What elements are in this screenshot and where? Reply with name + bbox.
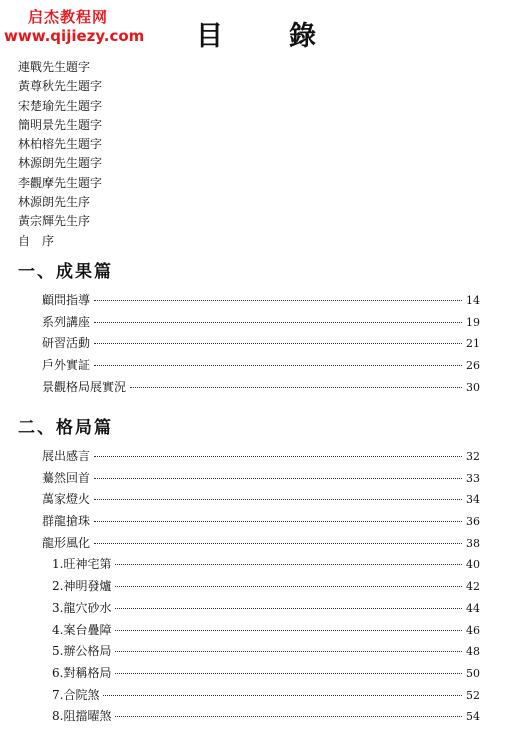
toc-sub-entry [42, 554, 480, 576]
front-matter-item: 自 序 [18, 233, 55, 248]
toc-entry [42, 355, 480, 377]
toc-entry [42, 377, 480, 399]
toc-entry-page: 21 [466, 337, 480, 351]
toc-entry-label: 戶外實証 [42, 358, 91, 373]
toc-entry-page: 33 [466, 471, 480, 485]
front-matter-item: 黃宗輝先生序 [18, 214, 91, 229]
dot-leader [94, 478, 462, 479]
toc-entry-page: 34 [466, 493, 480, 507]
dot-leader [103, 695, 462, 696]
front-matter-item: 林柏榕先生題字 [18, 137, 103, 152]
toc-entry-label: 群龍搶珠 [42, 514, 91, 529]
toc-entry-page: 36 [466, 515, 480, 529]
dot-leader [94, 343, 462, 344]
toc-entry-label: 萬家燈火 [42, 492, 91, 507]
toc-entry-page: 40 [466, 558, 480, 572]
toc-entry-page: 54 [466, 710, 480, 724]
page-title [196, 14, 316, 53]
toc-entry-label: 景觀格局展實況 [42, 379, 127, 394]
front-matter-item: 簡明景先生題字 [18, 117, 103, 132]
toc-entry-label: 展出感言 [42, 449, 91, 463]
toc-sub-entry [42, 706, 480, 728]
toc-entry-label: 4.案台疊障 [52, 622, 112, 637]
toc-entry [42, 312, 480, 334]
toc-entry-label: 6.對稱格局 [52, 665, 112, 680]
toc-entry-label: 系列講座 [42, 314, 91, 329]
dot-leader [94, 499, 462, 500]
front-matter-item: 林源朗先生題字 [18, 156, 103, 171]
toc-entry [42, 333, 480, 355]
toc-entry [42, 446, 480, 468]
dot-leader [115, 608, 462, 609]
toc-entry-label: 8.阻擋曜煞 [52, 709, 112, 724]
toc-entry-label: 2.神明發爐 [52, 579, 112, 594]
toc-entry-label: 研習活動 [42, 336, 91, 351]
toc-entry-page: 32 [466, 450, 480, 463]
toc-sub-entry [42, 598, 480, 620]
section-heading-results: 一、成果篇 [18, 262, 113, 282]
front-matter-item: 宋楚瑜先生題字 [18, 98, 103, 113]
page-title-char-1: 目 [196, 21, 223, 52]
dot-leader [115, 651, 462, 652]
toc-entry [42, 489, 480, 511]
toc-entry [42, 533, 480, 555]
front-matter-list [18, 58, 102, 251]
toc-entry-label: 3.龍穴砂水 [52, 600, 112, 615]
dot-leader [115, 673, 462, 674]
dot-leader [130, 387, 462, 388]
section-results-entries [42, 290, 480, 398]
section-layout-entries [42, 446, 480, 728]
toc-sub-entry [42, 620, 480, 642]
toc-entry [42, 511, 480, 533]
dot-leader [115, 630, 462, 631]
section-heading-layout: 二、格局篇 [18, 418, 113, 438]
front-matter-item: 林源朗先生序 [18, 195, 91, 210]
toc-entry-page: 26 [466, 359, 480, 373]
toc-sub-entry [42, 641, 480, 663]
dot-leader [94, 456, 462, 457]
dot-leader [94, 365, 462, 366]
toc-entry-page: 30 [466, 380, 480, 394]
toc-entry-page: 50 [466, 666, 480, 680]
dot-leader [94, 521, 462, 522]
toc-entry-page: 19 [466, 315, 480, 329]
toc-sub-entry [42, 576, 480, 598]
toc-entry-page: 52 [466, 688, 480, 702]
toc-entry-label: 1.旺神宅第 [52, 557, 112, 572]
front-matter-item: 黃尊秋先生題字 [18, 79, 103, 94]
dot-leader [94, 300, 462, 301]
toc-entry-label: 5.辦公格局 [52, 644, 112, 659]
toc-entry-label: 7.合院煞 [52, 687, 100, 702]
toc-entry-page: 14 [466, 294, 480, 307]
toc-entry [42, 290, 480, 312]
toc-entry-label: 驀然回首 [42, 470, 91, 485]
dot-leader [115, 586, 462, 587]
toc-entry [42, 468, 480, 490]
toc-sub-entry [42, 685, 480, 707]
dot-leader [94, 543, 462, 544]
dot-leader [115, 564, 462, 565]
toc-entry-page: 46 [466, 623, 480, 637]
front-matter-item: 李觀摩先生題字 [18, 175, 103, 190]
toc-entry-page: 42 [466, 580, 480, 594]
toc-sub-entry [42, 663, 480, 685]
toc-entry-label: 顧問指導 [42, 293, 91, 307]
dot-leader [115, 716, 462, 717]
watermark-site-name: 启杰教程网 [28, 8, 109, 26]
toc-entry-page: 44 [466, 601, 480, 615]
toc-entry-page: 38 [466, 536, 480, 550]
page-title-char-2: 錄 [289, 21, 316, 52]
watermark-url: www.qijiezy.com [4, 27, 145, 45]
front-matter-item: 連戰先生題字 [18, 60, 91, 74]
toc-entry-label: 龍形風化 [42, 535, 91, 550]
dot-leader [94, 322, 462, 323]
toc-entry-page: 48 [466, 645, 480, 659]
